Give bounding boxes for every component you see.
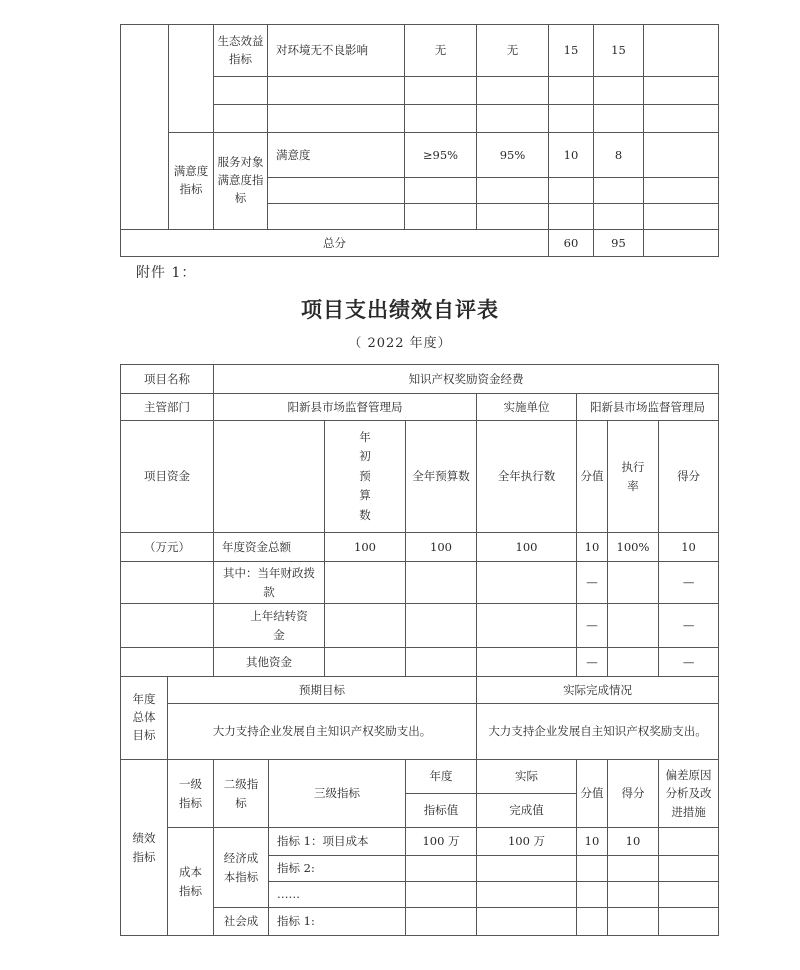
unit-label: （万元） [121, 533, 214, 562]
done-value-header: 完成值 [477, 794, 577, 828]
impl: 阳新县市场监督管理局 [577, 394, 719, 421]
dept-label: 主管部门 [121, 394, 214, 421]
total-rate: 100% [608, 533, 659, 562]
blank-cell [169, 25, 214, 133]
actual-header: 实际 [477, 760, 577, 794]
satisfaction-level2-label: 服务对象满意度指标 [214, 133, 268, 230]
attachment-label: 附件 1： [136, 265, 197, 281]
project-name-label: 项目名称 [121, 365, 214, 394]
level3-header: 三级指标 [269, 760, 406, 828]
expected-goal-text: 大力支持企业发展自主知识产权奖励支出。 [168, 704, 477, 760]
dept: 阳新县市场监督管理局 [214, 394, 477, 421]
eco-actual: 无 [477, 25, 549, 77]
dash: — [577, 562, 608, 604]
total-score: 10 [659, 533, 719, 562]
score-header: 得分 [608, 760, 659, 828]
satisfaction-actual: 95% [477, 133, 549, 178]
actual-completion-label: 实际完成情况 [477, 677, 719, 704]
annual-header: 年度 [406, 760, 477, 794]
total-full-budget: 100 [406, 533, 477, 562]
eco-target: 无 [405, 25, 477, 77]
indicator-1-actual: 100 万 [477, 828, 577, 856]
fiscal-label: 其中：当年财政拨款 [214, 562, 325, 604]
impl-label: 实施单位 [477, 394, 577, 421]
dash: — [577, 648, 608, 677]
score-value-header: 分值 [577, 760, 608, 828]
total-row-table [120, 229, 719, 257]
indicator-2-name: 指标 2: [269, 856, 406, 882]
deviation-header: 偏差原因分析及改进措施 [659, 760, 719, 828]
initial-budget-header: 年初预算数 [325, 421, 406, 533]
actual-completion-text: 大力支持企业发展自主知识产权奖励支出。 [477, 704, 719, 760]
annual-goal-label: 年度总体目标 [121, 677, 168, 760]
dash: — [659, 562, 719, 604]
level2-header: 二级指标 [214, 760, 269, 828]
score-value-header: 分值 [577, 421, 608, 533]
satisfaction-score-value: 10 [549, 133, 594, 178]
score-header: 得分 [659, 421, 719, 533]
indicator-ellipsis: …… [269, 882, 406, 908]
dash: — [659, 604, 719, 648]
social-cost-label: 社会成 [214, 908, 269, 936]
carryover-label: 上年结转资金 [214, 604, 325, 648]
dash: — [577, 604, 608, 648]
page-title: 项目支出绩效自评表 [301, 297, 499, 322]
eco-indicator: 对环境无不良影响 [268, 25, 405, 77]
econ-cost-label: 经济成本指标 [214, 828, 269, 908]
eco-score: 15 [594, 25, 644, 77]
satisfaction-level1-label: 满意度指标 [169, 133, 214, 230]
full-exec-header: 全年执行数 [477, 421, 577, 533]
total-score: 95 [594, 230, 644, 257]
target-value-header: 指标值 [406, 794, 477, 828]
satisfaction-score: 8 [594, 133, 644, 178]
eco-score-value: 15 [549, 25, 594, 77]
total-score-value: 60 [549, 230, 594, 257]
project-name: 知识产权奖励资金经费 [214, 365, 719, 394]
exec-rate-header: 执行率 [608, 421, 659, 533]
indicator-1-score-value: 10 [577, 828, 608, 856]
level1-header: 一级指标 [168, 760, 214, 828]
satisfaction-indicator: 满意度 [268, 133, 405, 178]
project-funds-label: 项目资金 [121, 421, 214, 533]
other-funds-label: 其他资金 [214, 648, 325, 677]
total-exec: 100 [477, 533, 577, 562]
previous-page-table [120, 24, 719, 230]
eco-benefit-label: 生态效益指标 [214, 25, 268, 77]
satisfaction-target: ≥95% [405, 133, 477, 178]
expected-goal-label: 预期目标 [168, 677, 477, 704]
indicator-1-name: 指标 1：项目成本 [269, 828, 406, 856]
performance-indicator-label: 绩效指标 [121, 760, 168, 936]
full-budget-header: 全年预算数 [406, 421, 477, 533]
page-subtitle: （ 2022 年度） [348, 336, 452, 351]
dash: — [659, 648, 719, 677]
total-score-value: 10 [577, 533, 608, 562]
cost-indicator-label: 成本指标 [168, 828, 214, 936]
total-initial: 100 [325, 533, 406, 562]
indicator-1-target: 100 万 [406, 828, 477, 856]
indicator-1-score: 10 [608, 828, 659, 856]
total-label: 总分 [121, 230, 549, 257]
self-evaluation-form [120, 364, 719, 936]
total-funds-label: 年度资金总额 [214, 533, 325, 562]
blank-cell [121, 25, 169, 230]
social-indicator-1: 指标 1: [269, 908, 406, 936]
